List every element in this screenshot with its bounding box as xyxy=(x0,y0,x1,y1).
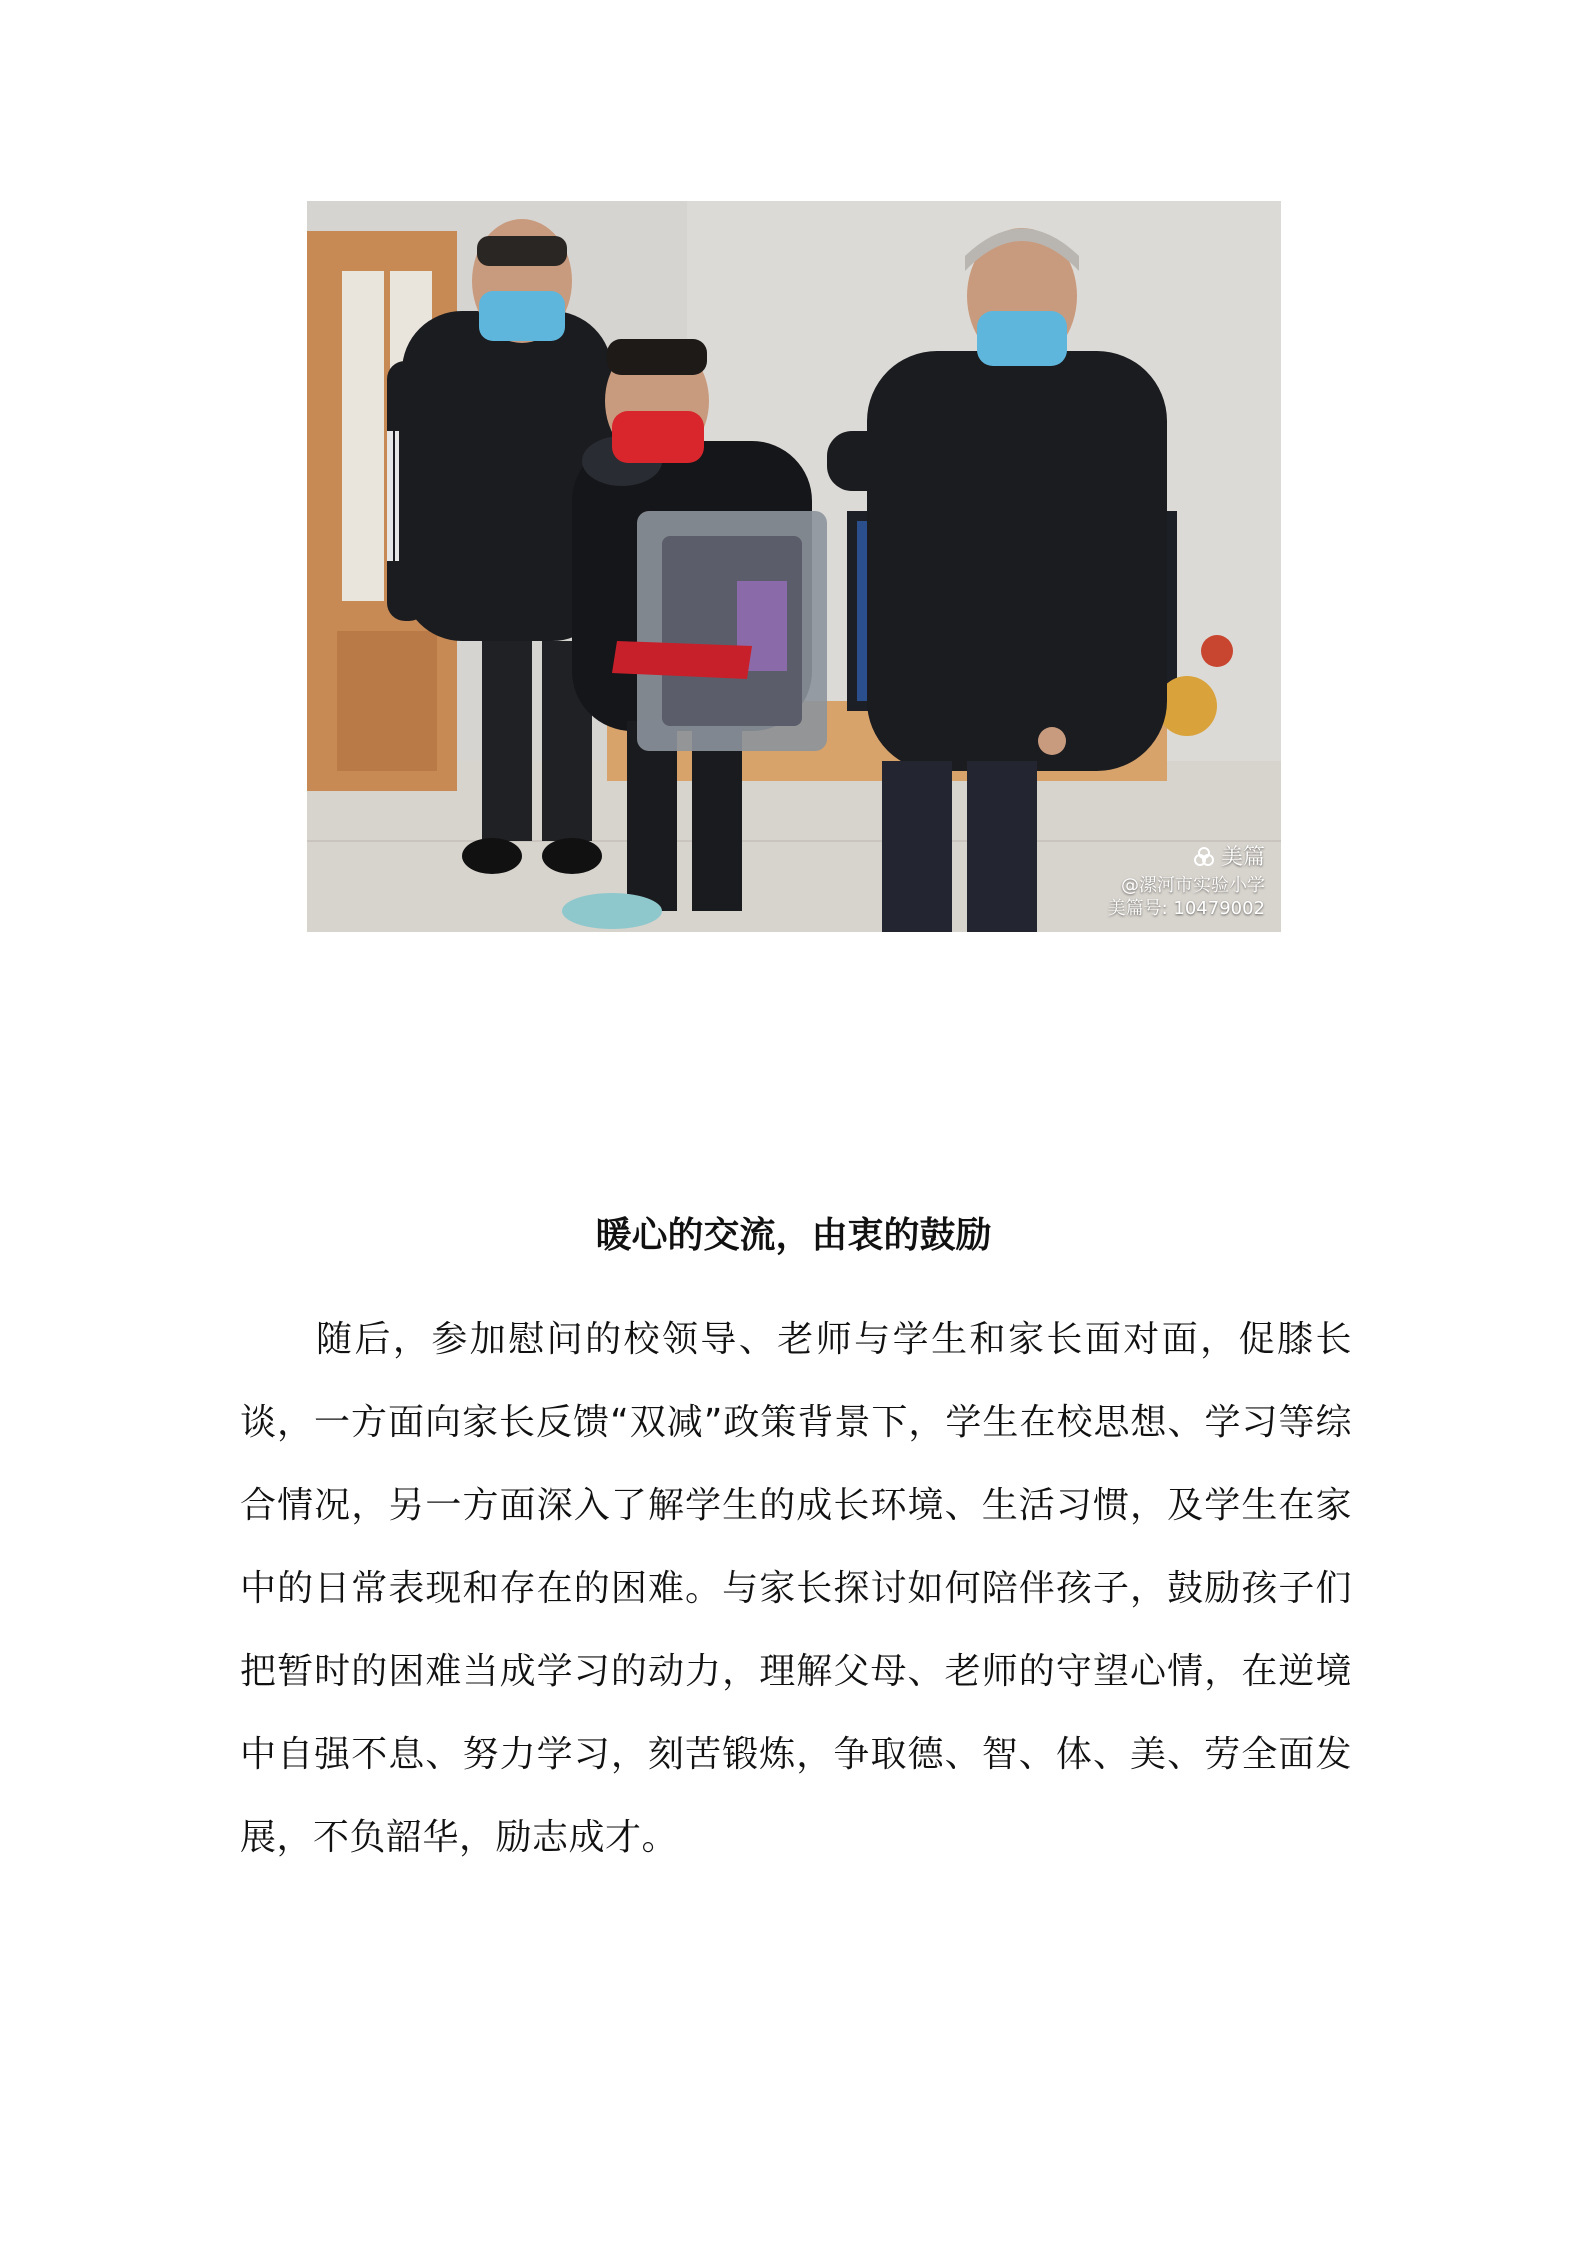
meipian-logo-icon xyxy=(1193,846,1215,868)
photo-watermark xyxy=(1108,844,1265,921)
watermark-author: @漯河市实验小学 xyxy=(1121,875,1265,896)
section-title: 暖心的交流，由衷的鼓励 xyxy=(595,1215,992,1256)
article-photo xyxy=(307,201,1281,932)
watermark-brand-text: 美篇 xyxy=(1220,844,1265,870)
watermark-brand xyxy=(1108,844,1265,872)
article-paragraph: 随后，参加慰问的校领导、老师与学生和家长面对面，促膝长谈，一方面向家长反馈“双减”政策背景下，学生在校思想、学习等综合情况，另一方面深入了解学生的成长环境、生活习惯，及学生在家中的日常表现和存在的困难。与家长探讨如何陪伴孩子，鼓励孩子们把暂时的困难当成学习的动力，理解父母、老师的守望心情，在逆境中自强不息、努力学习，刻苦锻炼，争取德、智、体、美、劳全面发展，不负韶华，励志成才。 xyxy=(240,1319,1352,1858)
photo-scene xyxy=(307,201,1281,932)
watermark-id: 美篇号: 10479002 xyxy=(1107,897,1265,919)
